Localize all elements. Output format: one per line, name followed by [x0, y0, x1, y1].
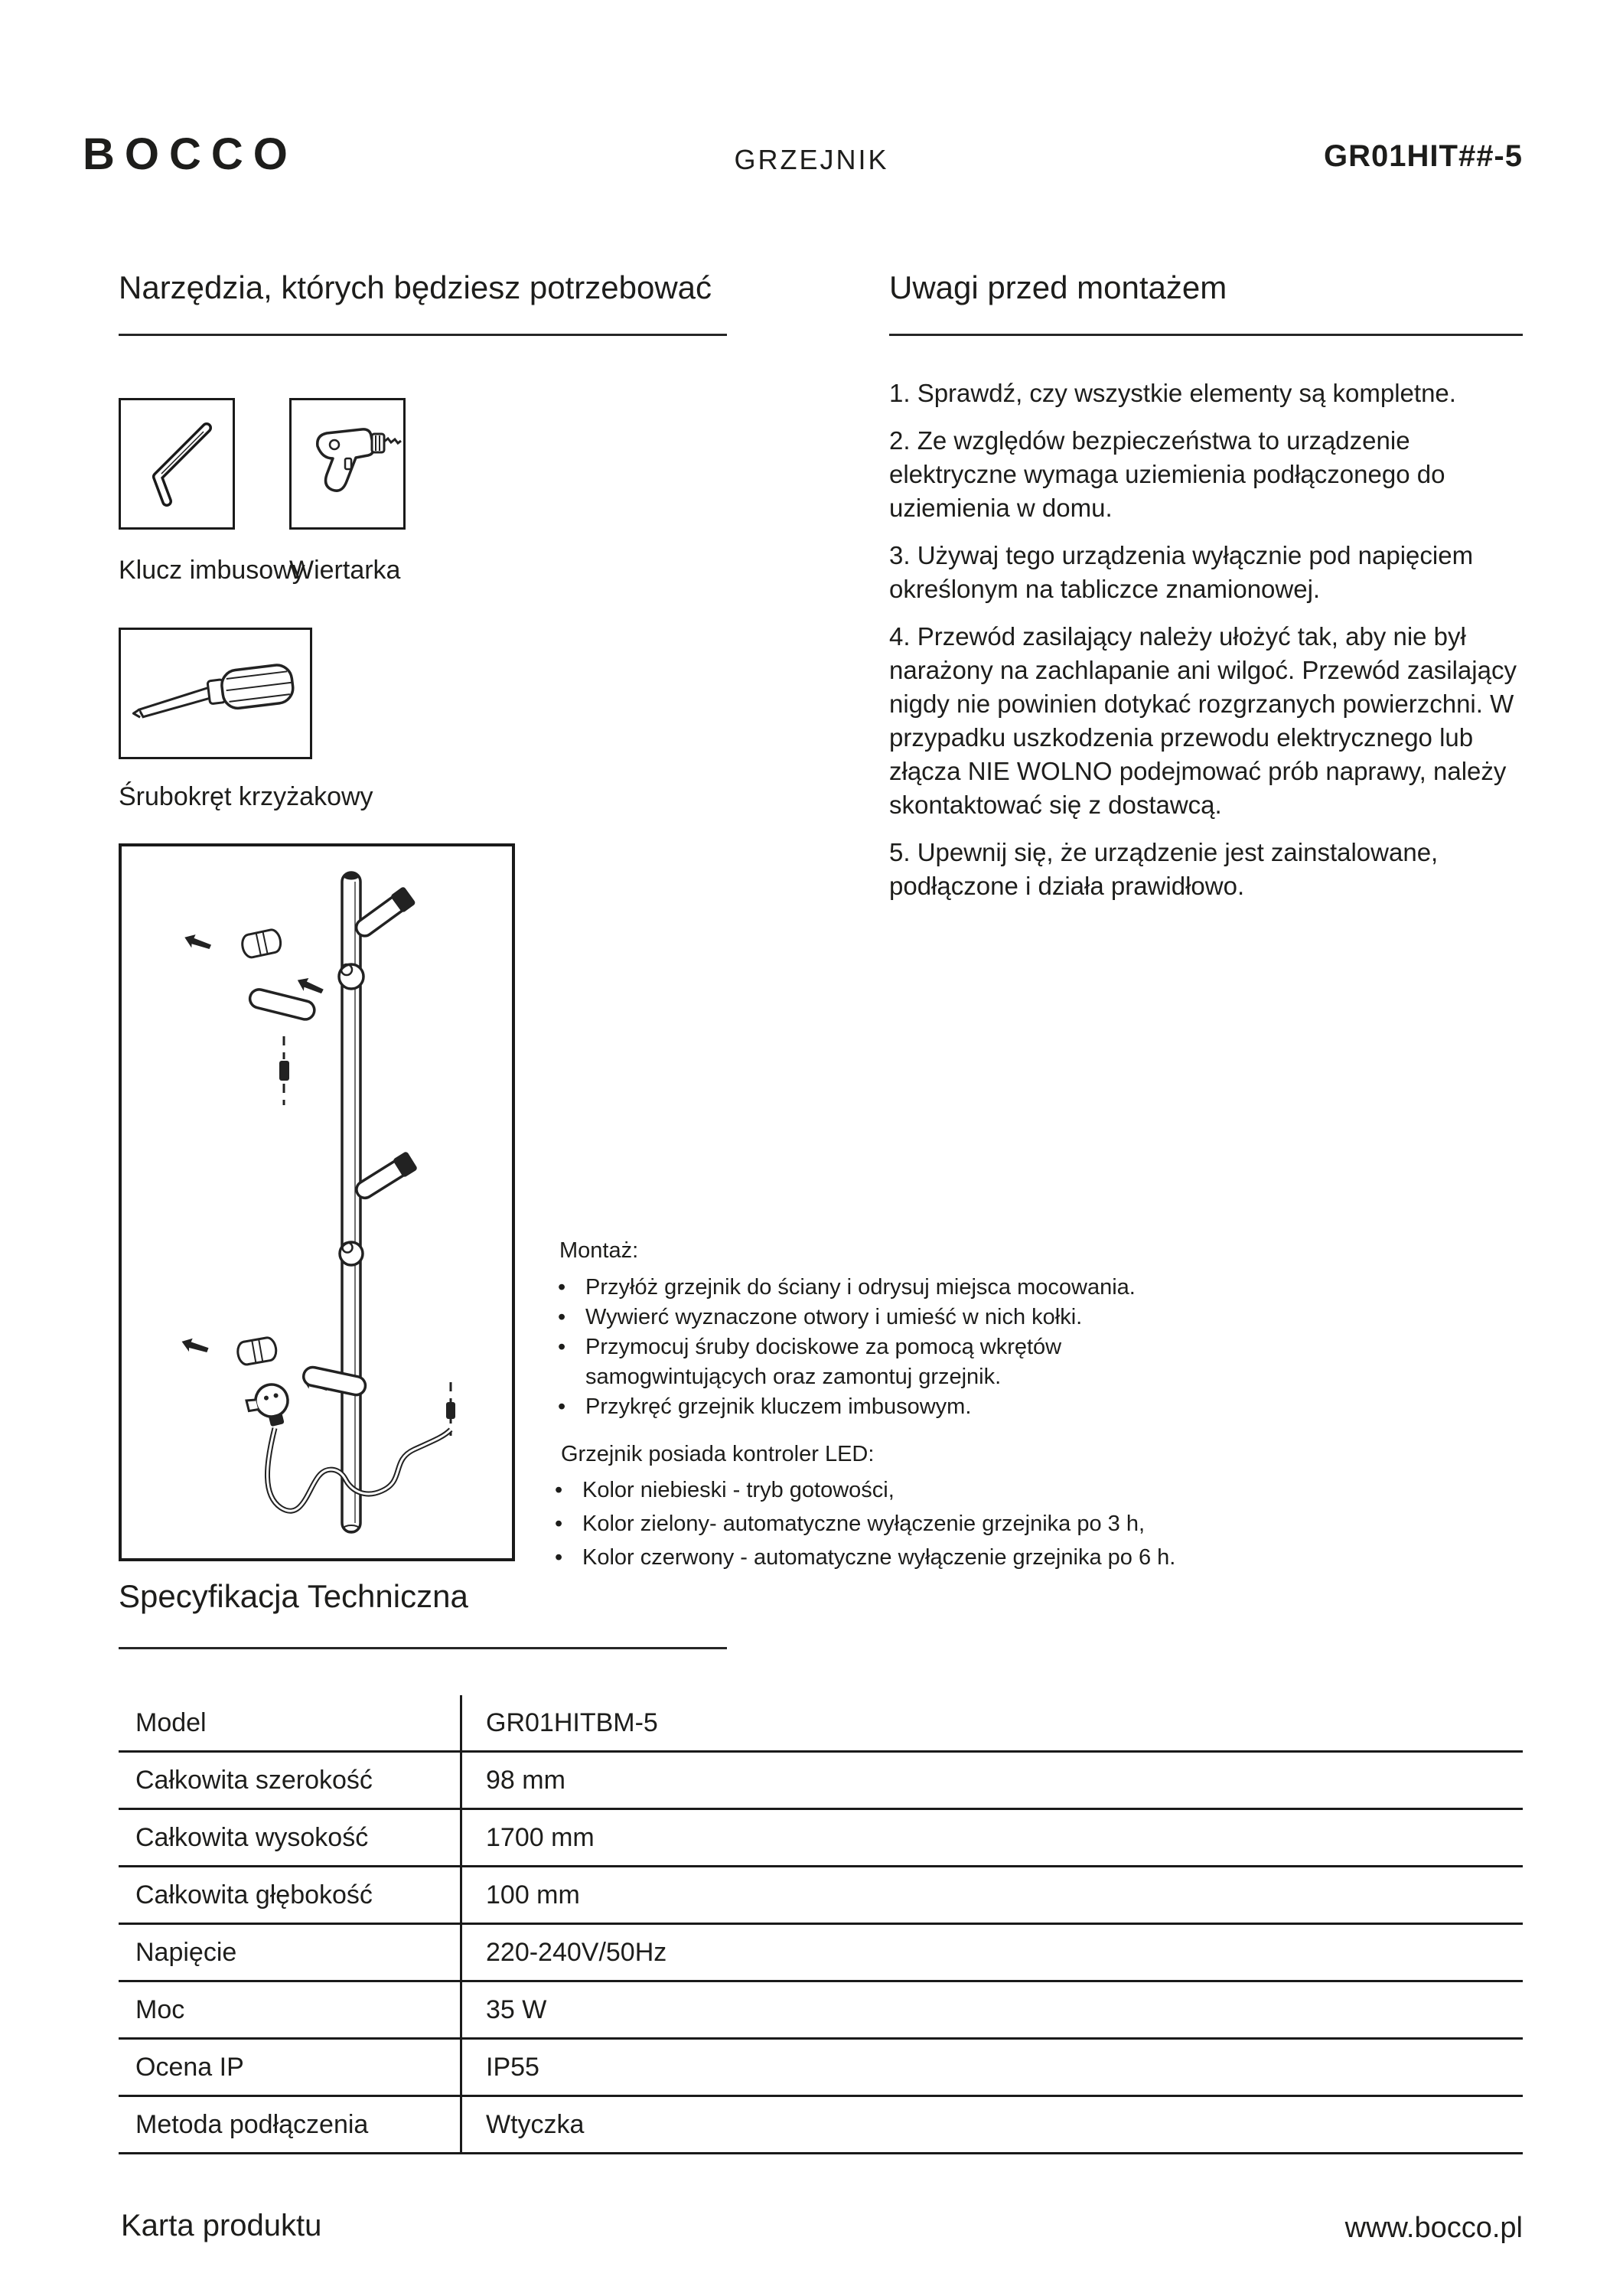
allen-key-icon	[121, 400, 233, 527]
led-status-text: Kolor niebieski - tryb gotowości,	[582, 1478, 895, 1502]
assembly-step	[558, 1332, 1247, 1392]
spec-table-row	[119, 1695, 1523, 1753]
spec-row-label: Całkowita szerokość	[135, 1765, 373, 1795]
spec-table-row	[119, 1925, 1523, 1982]
brand-logo: BOCCO	[83, 129, 298, 179]
footer-document-type: Karta produktu	[121, 2209, 322, 2242]
product-type-label: GRZEJNIK	[734, 144, 889, 175]
bullet-icon: •	[555, 1478, 563, 1502]
spec-row-value: 100 mm	[486, 1880, 580, 1910]
assembly-step-text: Przyłóż grzejnik do ściany i odrysuj miejsca mocowania.	[585, 1275, 1136, 1300]
note-item: 4. Przewód zasilający należy ułożyć tak, aby nie był narażony na zachlapanie ani wilgoć. Przewód zasilający nigdy nie powinien dotykać rozgrzanych powierzchni. W przypadku uszkodzenia przewodu elektrycznego lub złącza NIE WOLNO podejmować prób naprawy, należy skontaktować się z dostawcą.	[889, 622, 1517, 819]
spec-row-value: Wtyczka	[486, 2109, 585, 2139]
bullet-icon: •	[558, 1275, 566, 1300]
spec-section-title: Specyfikacja Techniczna	[119, 1578, 468, 1614]
spec-row-value: 35 W	[486, 1994, 547, 2024]
assembly-step	[558, 1392, 1247, 1422]
tool-box-screwdriver	[119, 628, 312, 759]
assembly-section	[558, 1238, 1247, 1422]
assembly-step	[558, 1273, 1247, 1303]
assembly-steps-list	[558, 1273, 1247, 1422]
assembly-step	[558, 1303, 1247, 1332]
tool-box-drill	[289, 398, 406, 530]
notes-list	[889, 377, 1532, 917]
drill-icon	[292, 400, 403, 527]
spec-row-label: Całkowita wysokość	[135, 1822, 369, 1852]
model-code: GR01HIT##-5	[1324, 139, 1523, 173]
spec-table-row	[119, 1753, 1523, 1810]
tools-section-title: Narzędzia, których będziesz potrzebować	[119, 269, 712, 305]
tools-section-rule	[119, 334, 727, 336]
tool-box-allen-key	[119, 398, 235, 530]
spec-table-row	[119, 2040, 1523, 2097]
spec-row-label: Model	[135, 1707, 207, 1737]
spec-row-value: GR01HITBM-5	[486, 1707, 658, 1737]
spec-table-row	[119, 1982, 1523, 2040]
led-status-item	[555, 1510, 1259, 1538]
led-title: Grzejnik posiada kontroler LED:	[561, 1442, 875, 1466]
spec-table-row	[119, 1810, 1523, 1867]
note-item: 2. Ze względów bezpieczeństwa to urządzenie elektryczne wymaga uziemienia podłączonego do uziemienia w domu.	[889, 426, 1445, 522]
assembly-title: Montaż:	[559, 1238, 639, 1263]
tool-label-allen-key: Klucz imbusowy	[119, 556, 305, 585]
assembly-step-text: Przymocuj śruby dociskowe za pomocą wkrętów samogwintujących oraz zamontuj grzejnik.	[585, 1335, 1062, 1389]
heater-illustration-frame	[119, 843, 515, 1561]
bullet-icon: •	[555, 1512, 563, 1536]
spec-row-value: 220-240V/50Hz	[486, 1937, 667, 1967]
heater-mounting-diagram-icon	[122, 846, 512, 1558]
note-item: 1. Sprawdź, czy wszystkie elementy są kompletne.	[889, 379, 1456, 407]
spec-section-rule	[119, 1647, 727, 1649]
tool-label-screwdriver: Śrubokręt krzyżakowy	[119, 782, 373, 811]
spec-row-label: Napięcie	[135, 1937, 237, 1967]
led-status-list	[555, 1476, 1259, 1571]
spec-row-label: Metoda podłączenia	[135, 2109, 369, 2139]
notes-section-rule	[889, 334, 1523, 336]
bullet-icon: •	[555, 1545, 563, 1570]
bullet-icon: •	[558, 1305, 566, 1329]
led-section	[555, 1442, 1259, 1577]
note-item: 3. Używaj tego urządzenia wyłącznie pod napięciem określonym na tabliczce znamionowej.	[889, 541, 1474, 603]
led-status-item	[555, 1544, 1259, 1571]
footer-website: www.bocco.pl	[1344, 2212, 1523, 2244]
phillips-screwdriver-icon	[121, 630, 310, 757]
spec-row-value: 1700 mm	[486, 1822, 595, 1852]
led-status-text: Kolor zielony- automatyczne wyłączenie grzejnika po 3 h,	[582, 1512, 1146, 1536]
spec-table-row	[119, 1867, 1523, 1925]
spec-row-label: Ocena IP	[135, 2052, 244, 2082]
led-status-text: Kolor czerwony - automatyczne wyłączenie grzejnika po 6 h.	[582, 1545, 1176, 1570]
spec-table-row	[119, 2097, 1523, 2154]
assembly-step-text: Wywierć wyznaczone otwory i umieść w nich kołki.	[585, 1305, 1083, 1329]
note-item: 5. Upewnij się, że urządzenie jest zainstalowane, podłączone i działa prawidłowo.	[889, 838, 1439, 900]
spec-table-rows	[119, 1695, 1523, 2154]
spec-table	[119, 1695, 1523, 2154]
spec-row-label: Moc	[135, 1994, 185, 2024]
bullet-icon: •	[558, 1394, 566, 1419]
tool-label-drill: Wiertarka	[289, 556, 401, 585]
spec-row-label: Całkowita głębokość	[135, 1880, 373, 1910]
notes-section-title: Uwagi przed montażem	[889, 269, 1227, 305]
led-status-item	[555, 1476, 1259, 1504]
bullet-icon: •	[558, 1335, 566, 1359]
spec-row-value: 98 mm	[486, 1765, 565, 1795]
spec-row-value: IP55	[486, 2052, 539, 2082]
assembly-step-text: Przykręć grzejnik kluczem imbusowym.	[585, 1394, 972, 1419]
